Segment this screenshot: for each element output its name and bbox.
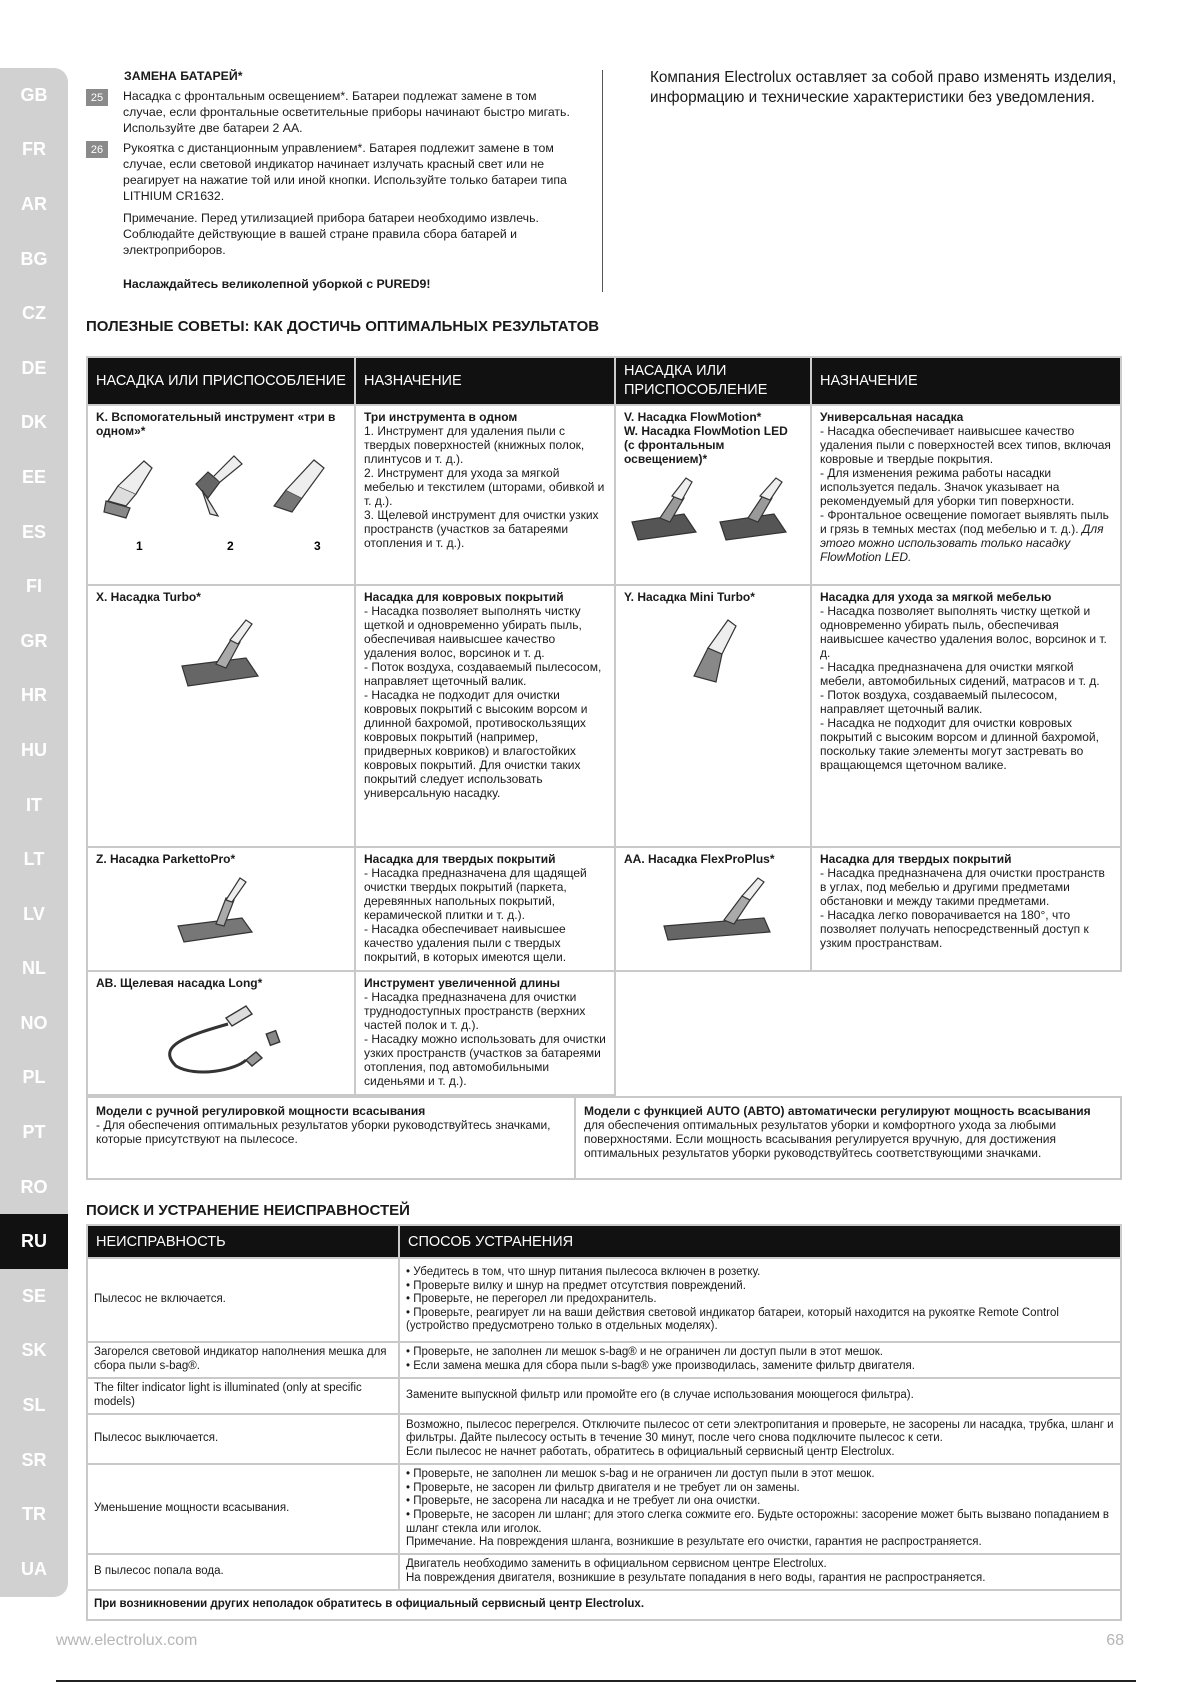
website-url[interactable]: www.electrolux.com [56,1632,198,1649]
language-tab-ru[interactable]: RU [0,1214,68,1269]
purpose-text: - Насадка позволяет выполнять чистку щеткой и одновременно убирать пыль, обеспечивая наивысшее качество удаления волос, ворсинок и т. д. - Поток воздуха, создаваемый пылесосом, направляет щеточный валик. - Насадка не подходит для очистки ковровых покрытий с высоким ворсом и длинной бахромой, противоскользящих ковровых покрытий (например, придверных ковриков) и влагостойких ковровых покрытий. Для очистки таких покрытий следует использовать универсальную насадку. [364,604,602,800]
three-in-one-tool-illustration [96,446,336,556]
manual-models-text: - Для обеспечения оптимальных результатов уборки руководствуйтесь значками, которые присутствуют на пылесосе. [96,1118,551,1146]
auto-models-text: для обеспечения оптимальных результатов уборки и комфортного ухода за любыми поверхностями. Если мощность всасывания регулируется вручную, для достижения оптимальных результатов уборки руководствуйтесь соответствующими значками. [584,1118,1057,1160]
language-tab-de[interactable]: DE [0,341,68,396]
tool-aa-purpose [811,847,1121,971]
col-header: НАЗНАЧЕНИЕ [811,357,1121,405]
auto-models-cell [575,1097,1121,1179]
table-row [87,1590,1121,1620]
long-crevice-tool-illustration [96,996,336,1082]
tool-y-cell [615,585,811,847]
tool-z-purpose [355,847,615,971]
purpose-note: Для этого можно использовать только насадку FlowMotion LED. [820,522,1104,564]
empty-cell [615,971,811,1095]
tool-label: 1 [136,539,143,553]
battery-item [86,140,581,204]
purpose-title: Насадка для ухода за мягкой мебелью [820,590,1052,604]
tips-title: ПОЛЕЗНЫЕ СОВЕТЫ: КАК ДОСТИЧЬ ОПТИМАЛЬНЫХ РЕЗУЛЬТАТОВ [86,318,600,335]
language-tabs [0,68,68,1597]
tool-v-cell [615,405,811,585]
problem-cell: Загорелся световой индикатор наполнения мешка для сбора пыли s-bag®. [87,1342,399,1378]
tips-table [86,356,1122,1096]
language-tab-ee[interactable]: EE [0,450,68,505]
manual-models-title: Модели с ручной регулировкой мощности всасывания [96,1104,426,1118]
language-tab-se[interactable]: SE [0,1269,68,1324]
solution-cell: Замените выпускной фильтр или промойте его (в случае использования моющегося фильтра). [399,1378,1121,1414]
language-tab-sl[interactable]: SL [0,1378,68,1433]
tool-k-purpose [355,405,615,585]
tool-label: 2 [227,539,234,553]
table-row [87,1342,1121,1378]
purpose-text: - Насадка предназначена для очистки труднодоступных пространств (верхних частей полок и т. д.). - Насадку можно использовать для очистки узких пространств (участков за батареями отопления, под автомобильными сиденьями и т. д.). [364,990,606,1088]
troubleshooting-title: ПОИСК И УСТРАНЕНИЕ НЕИСПРАВНОСТЕЙ [86,1202,410,1219]
battery-note: Примечание. Перед утилизацией прибора батареи необходимо извлечь. Соблюдайте действующие в вашей стране правила сбора батарей и электроприборов. [123,211,539,257]
language-tab-lv[interactable]: LV [0,887,68,942]
tool-name: AB. Щелевая насадка Long* [96,976,263,990]
tool-v-purpose [811,405,1121,585]
table-row [87,1097,1121,1179]
tips-header-row [87,357,1121,405]
auto-models-title: Модели с функцией AUTO (АВТО) автоматически регулируют мощность всасывания [584,1104,1091,1118]
table-row [87,1554,1121,1590]
solution-cell: • Проверьте, не заполнен ли мешок s-bag® и не ограничен ли доступ пыли в этот мешок. • Если замена мешка для сбора пыли s-bag® уже производилась, замените фильтр двигателя. [399,1342,1121,1378]
tool-label: 3 [314,539,321,553]
purpose-text: - Насадка обеспечивает наивысшее качество удаления пыли с поверхностей всех типов, включая ковровые и твердые покрытия. - Для изменения режима работы насадки используется педаль. Значок указывает на рекомендуемый для уборки тип поверхности. - Фронтальное освещение помогает выявлять пыль и грязь в темных местах (под мебелью и т. д.). [820,424,1111,536]
purpose-title: Универсальная насадка [820,410,964,424]
col-header: НАЗНАЧЕНИЕ [355,357,615,405]
problem-cell: Пылесос выключается. [87,1414,399,1464]
tool-ab-purpose [355,971,615,1095]
language-tab-fr[interactable]: FR [0,123,68,178]
table-row [87,847,1121,971]
tool-ab-cell [87,971,355,1095]
company-notice: Компания Electrolux оставляет за собой право изменять изделия, информацию и технические характеристики без уведомления. [650,69,1117,106]
battery-item [86,88,581,136]
tool-name: AA. Насадка FlexProPlus* [624,852,775,866]
mini-turbo-nozzle-illustration [624,614,804,684]
flowmotion-nozzle-illustration [624,474,804,548]
language-tab-fi[interactable]: FI [0,559,68,614]
language-tab-hu[interactable]: HU [0,723,68,778]
language-tab-nl[interactable]: NL [0,942,68,997]
tool-z-cell [87,847,355,971]
col-header: НЕИСПРАВНОСТЬ [87,1225,399,1258]
table-row [87,1258,1121,1342]
table-row [87,1414,1121,1464]
purpose-text: 1. Инструмент для удаления пыли с твердых поверхностей (книжных полок, плинтусов и т. д.). 2. Инструмент для ухода за мягкой мебелью и текстилем (шторами, обивкой и т. д.). 3. Щелевой инструмент для очистки узких пространств (участков за батареями отопления и т. д.). [364,424,605,550]
tool-name: X. Насадка Turbo* [96,590,201,604]
language-tab-hr[interactable]: HR [0,669,68,724]
solution-cell: • Проверьте, не заполнен ли мешок s-bag и не ограничен ли доступ пыли в этот мешок. • Проверьте, не засорен ли фильтр двигателя и не требует ли он замены. • Проверьте, не засорена ли насадка и не требует ли она очистки. • Проверьте, не засорен ли шланг; для этого слегка сожмите его. Будьте осторожны: засорение может быть вызвано попаданием в шланг стекла или иголок. Примечание. На повреждения шланга, возникшие в результате его очистки, гарантия не распространяется. [399,1464,1121,1554]
language-tab-it[interactable]: IT [0,778,68,833]
step-number: 25 [86,89,108,106]
table-row [87,1464,1121,1554]
purpose-title: Насадка для твердых покрытий [364,852,556,866]
table-row [87,1378,1121,1414]
table-row [87,971,1121,1095]
purpose-title: Инструмент увеличенной длины [364,976,560,990]
language-tab-pl[interactable]: PL [0,1051,68,1106]
bottom-rule [56,1680,1136,1682]
table-row [87,405,1121,585]
empty-cell [811,971,1121,1095]
language-tab-gr[interactable]: GR [0,614,68,669]
language-tab-bg[interactable]: BG [0,232,68,287]
suction-models-table [86,1096,1122,1180]
enjoy-text: Наслаждайтесь великолепной уборкой с PURED9! [123,277,431,291]
ts-header-row [87,1225,1121,1258]
language-tab-ro[interactable]: RO [0,1160,68,1215]
problem-cell: В пылесос попала вода. [87,1554,399,1590]
column-divider [602,70,603,292]
language-tab-ua[interactable]: UA [0,1542,68,1597]
purpose-title: Насадка для твердых покрытий [820,852,1012,866]
purpose-text: - Насадка позволяет выполнять чистку щеткой и одновременно убирать пыль, обеспечивая наивысшее качество удаления волос, ворсинок и т. д. - Насадка предназначена для очистки мягкой мебели, автомобильных сидений, матрасов и т. д. - Поток воздуха, создаваемый пылесосом, направляет щеточный валик. - Насадка не подходит для очистки ковровых покрытий с высоким ворсом и длинной бахромой, поскольку такие элементы могут застревать во вращающемся щеточном валике. [820,604,1107,772]
battery-title: ЗАМЕНА БАТАРЕЙ* [124,69,243,83]
page-number: 68 [1106,1632,1124,1649]
turbo-nozzle-illustration [96,614,336,694]
tool-name: K. Вспомогательный инструмент «три в одном»* [96,410,336,438]
language-tab-no[interactable]: NO [0,996,68,1051]
language-tab-es[interactable]: ES [0,505,68,560]
step-number: 26 [86,141,108,158]
tool-x-cell [87,585,355,847]
language-tab-gb[interactable]: GB [0,68,68,123]
flexproplus-nozzle-illustration [624,874,804,944]
tool-name: V. Насадка FlowMotion* W. Насадка FlowMotion LED (с фронтальным освещением)* [624,410,788,466]
tool-x-purpose [355,585,615,847]
language-tab-dk[interactable]: DK [0,396,68,451]
problem-cell: Уменьшение мощности всасывания. [87,1464,399,1554]
troubleshooting-footer: При возникновении других неполадок обратитесь в официальный сервисный центр Electrolux. [87,1590,1121,1620]
language-tab-cz[interactable]: CZ [0,286,68,341]
battery-section [86,68,581,292]
table-row [87,585,1121,847]
troubleshooting-table [86,1224,1122,1621]
problem-cell: The filter indicator light is illuminated (only at specific models) [87,1378,399,1414]
language-tab-ar[interactable]: AR [0,177,68,232]
purpose-text: - Насадка предназначена для щадящей очистки твердых покрытий (паркета, деревянных напольных покрытий, керамической плитки и т. д.). - Насадка обеспечивает наивысшее качество удаления пыли с твердых покрытий, в которых имеются щели. [364,866,587,964]
language-tab-sk[interactable]: SK [0,1324,68,1379]
language-tab-lt[interactable]: LT [0,832,68,887]
manual-models-cell [87,1097,575,1179]
solution-cell: Двигатель необходимо заменить в официальном сервисном центре Electrolux. На повреждения двигателя, возникшие в результате попадания в него воды, гарантия не распространяется. [399,1554,1121,1590]
parkettopro-nozzle-illustration [96,874,336,952]
col-header: НАСАДКА ИЛИ ПРИСПОСОБЛЕНИЕ [615,357,811,405]
battery-item-text: Рукоятка с дистанционным управлением*. Батарея подлежит замене в том случае, если световой индикатор начинает излучать красный свет или не реагирует на нажатие той или иной кнопки. Используйте только батареи типа LITHIUM CR1632. [123,141,567,203]
tool-name: Y. Насадка Mini Turbo* [624,590,755,604]
col-header: НАСАДКА ИЛИ ПРИСПОСОБЛЕНИЕ [87,357,355,405]
purpose-title: Насадка для ковровых покрытий [364,590,564,604]
col-header: СПОСОБ УСТРАНЕНИЯ [399,1225,1121,1258]
purpose-text: - Насадка предназначена для очистки пространств в углах, под мебелью и другими предметами обстановки и между такими предметами. - Насадка легко поворачивается на 180°, что позволяет получать непосредственный доступ к узким пространствам. [820,866,1105,950]
solution-cell: Возможно, пылесос перегрелся. Отключите пылесос от сети электропитания и проверьте, не засорены ли насадка, трубка, шланг и фильтры. Дайте пылесосу остыть в течение 30 минут, после чего снова подключите пылесос к сети. Если пылесос не начнет работать, обратитесь в официальный сервисный центр Electrolux. [399,1414,1121,1464]
tool-name: Z. Насадка ParkettoPro* [96,852,236,866]
tool-aa-cell [615,847,811,971]
problem-cell: Пылесос не включается. [87,1258,399,1342]
tool-k-cell [87,405,355,585]
language-tab-pt[interactable]: PT [0,1105,68,1160]
solution-cell: • Убедитесь в том, что шнур питания пылесоса включен в розетку. • Проверьте вилку и шнур на предмет отсутствия повреждений. • Проверьте, не перегорел ли предохранитель. • Проверьте, реагирует ли на ваши действия световой индикатор батареи, который находится на рукоятке Remote Control (устройство предусмотрено только в отдельных моделях). [399,1258,1121,1342]
battery-item-text: Насадка с фронтальным освещением*. Батареи подлежат замене в том случае, если фронтальные осветительные приборы начинают быстро мигать. Используйте две батареи 2 AA. [123,89,570,135]
purpose-title: Три инструмента в одном [364,410,518,424]
tool-y-purpose [811,585,1121,847]
language-tab-tr[interactable]: TR [0,1487,68,1542]
language-tab-sr[interactable]: SR [0,1433,68,1488]
